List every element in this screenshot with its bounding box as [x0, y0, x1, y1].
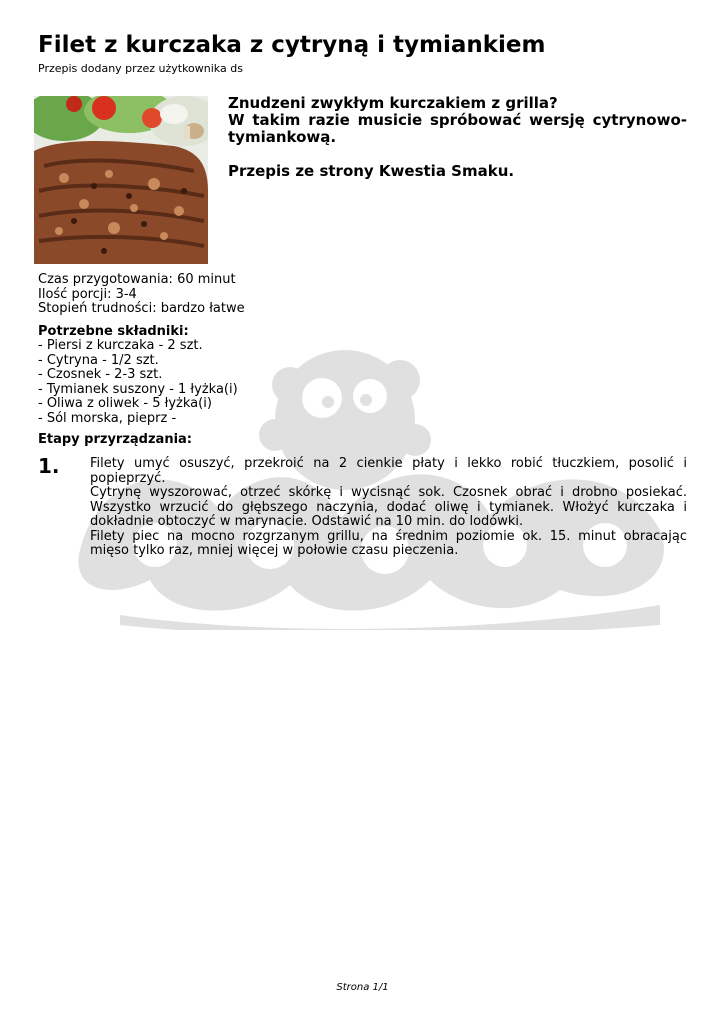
difficulty: Stopień trudności: bardzo łatwe — [38, 301, 245, 316]
ingredient-item: - Piersi z kurczaka - 2 szt. — [38, 338, 203, 353]
recipe-intro — [228, 95, 687, 180]
step-number: 1. — [38, 454, 60, 478]
ingredient-item: - Sól morska, pieprz - — [38, 410, 177, 426]
portions: Ilość porcji: 3-4 — [38, 286, 137, 302]
intro-line: Znudzeni zwykłym kurczakiem z grilla? — [228, 94, 558, 112]
ingredients-list — [38, 339, 238, 426]
step-paragraph: Cytrynę wyszorować, otrzeć skórkę i wycisnąć sok. Czosnek obrać i drobno posiekać. Wszystko wrzucić do głębszego naczynia, dodać oliwę i tymianek. Włożyć kurczaka i dokładnie obtoczyć w marynacie. Odstawić na 10 min. do lodówki. — [90, 485, 687, 529]
ingredient-item: - Czosnek - 2-3 szt. — [38, 367, 163, 382]
step-paragraph: Filety umyć osuszyć, przekroić na 2 cienkie płaty i lekko robić tłuczkiem, posolić i popieprzyć. — [90, 456, 687, 486]
ingredients-heading: Potrzebne składniki: — [38, 324, 189, 339]
grilled-chicken-photo — [34, 96, 208, 264]
page-number: Strona 1/1 — [336, 982, 389, 993]
step-paragraph: Filety piec na mocno rozgrzanym grillu, na średnim poziomie ok. 15. minut obracając mięso tylko raz, mniej więcej w połowie czasu pieczenia. — [90, 528, 687, 558]
source-line: Przepis ze strony Kwestia Smaku. — [228, 162, 515, 180]
step-text — [90, 457, 687, 559]
recipe-title: Filet z kurczaka z cytryną i tymiankiem — [38, 32, 546, 58]
ingredient-item: - Tymianek suszony - 1 łyżka(i) — [38, 381, 238, 397]
ingredient-item: - Cytryna - 1/2 szt. — [38, 352, 159, 368]
author-line: Przepis dodany przez użytkownika ds — [38, 62, 243, 75]
steps-heading: Etapy przyrządzania: — [38, 432, 193, 447]
recipe-meta — [38, 273, 245, 317]
prep-time: Czas przygotowania: 60 minut — [38, 272, 236, 287]
ingredient-item: - Oliwa z oliwek - 5 łyżka(i) — [38, 396, 212, 411]
intro-line: W takim razie musicie spróbować wersję cytrynowo-tymiankową. — [228, 111, 687, 146]
